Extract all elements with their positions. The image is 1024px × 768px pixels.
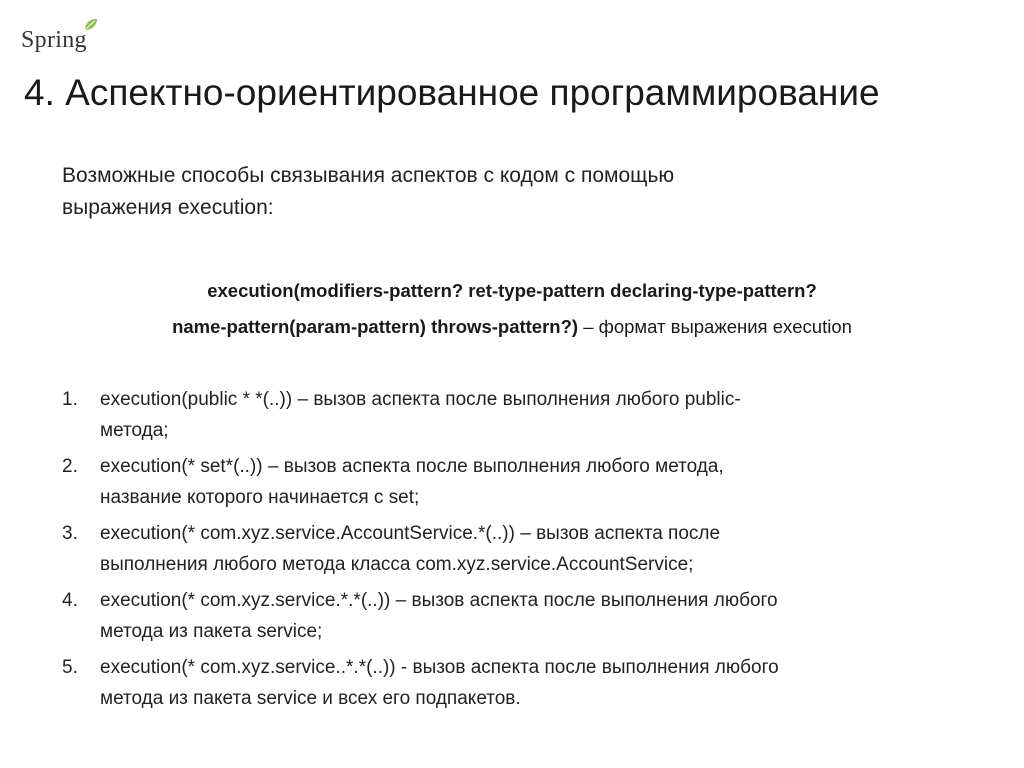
- spring-logo: [20, 18, 110, 58]
- logo-text: Spring: [21, 27, 87, 53]
- list-item-line-1: execution(* com.xyz.service.*.*(..)) – вызов аспекта после выполнения любого: [100, 590, 778, 611]
- slide-title: 4. Аспектно-ориентированное программирование: [24, 72, 880, 113]
- list-item-number: 1.: [62, 389, 78, 410]
- list-item-line-1: execution(* com.xyz.service.AccountService.*(..)) – вызов аспекта после: [100, 523, 721, 544]
- list-item: [62, 518, 962, 580]
- syntax-line-2: [0, 309, 1024, 345]
- list-item-line-2: название которого начинается с set;: [100, 487, 420, 508]
- list-item-line-2: метода;: [100, 420, 169, 441]
- execution-syntax: [0, 273, 1024, 345]
- list-item-number: 4.: [62, 590, 78, 611]
- intro-line-1: Возможные способы связывания аспектов с кодом с помощью: [62, 164, 675, 187]
- list-item-line-2: выполнения любого метода класса com.xyz.service.AccountService;: [100, 554, 694, 575]
- intro-line-2: выражения execution:: [62, 196, 274, 219]
- examples-list: [62, 384, 962, 719]
- list-item: [62, 585, 962, 647]
- list-item-line-2: метода из пакета service и всех его подпакетов.: [100, 688, 521, 709]
- list-item-number: 5.: [62, 657, 78, 678]
- list-item: [62, 652, 962, 714]
- list-item-number: 2.: [62, 456, 78, 477]
- syntax-line-2-bold: name-pattern(param-pattern) throws-pattern?): [172, 316, 579, 337]
- list-item-line-1: execution(* com.xyz.service..*.*(..)) - вызов аспекта после выполнения любого: [100, 657, 779, 678]
- list-item: [62, 451, 962, 513]
- list-item-number: 3.: [62, 523, 78, 544]
- syntax-line-2-description: – формат выражения execution: [578, 316, 852, 337]
- intro-text: [62, 160, 862, 224]
- syntax-line-1: execution(modifiers-pattern? ret-type-pattern declaring-type-pattern?: [207, 280, 817, 301]
- list-item-line-1: execution(* set*(..)) – вызов аспекта после выполнения любого метода,: [100, 456, 724, 477]
- list-item-line-2: метода из пакета service;: [100, 621, 323, 642]
- list-item-line-1: execution(public * *(..)) – вызов аспекта после выполнения любого public-: [100, 389, 741, 410]
- list-item: [62, 384, 962, 446]
